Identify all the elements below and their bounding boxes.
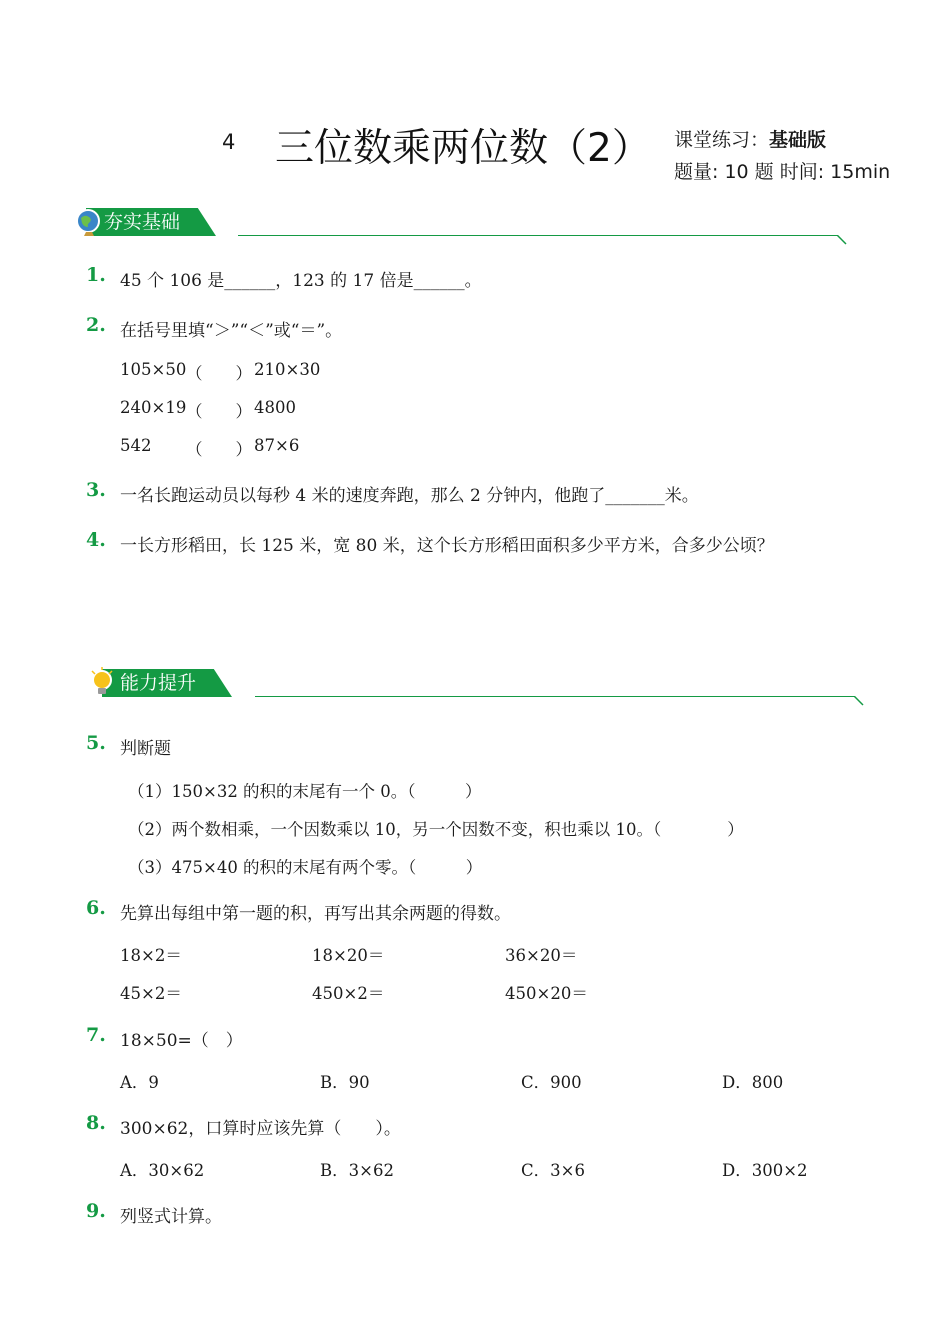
choice-option-d: D．300×2: [722, 1161, 808, 1180]
question-text: 列竖式计算。: [120, 1207, 222, 1227]
compare-blank: （ ）: [186, 440, 252, 459]
divider-tail: [837, 235, 847, 245]
lightbulb-icon: [88, 667, 122, 701]
compare-right: 210×30: [254, 360, 321, 379]
judge-item: （2）两个数相乘，一个因数乘以 10，另一个因数不变，积也乘以 10。（ ）: [128, 820, 744, 839]
question-number: 6.: [86, 897, 106, 919]
compare-left: 240×19: [120, 398, 187, 417]
calc-item: 18×2＝: [120, 946, 182, 965]
calc-item: 450×20＝: [505, 984, 588, 1003]
practice-level: 基础版: [769, 129, 827, 151]
question-number: 4.: [86, 529, 106, 551]
calc-item: 36×20＝: [505, 946, 578, 965]
practice-label: [674, 125, 826, 152]
question-text: 18×50=（ ）: [120, 1031, 243, 1051]
choice-option-c: C．3×6: [521, 1161, 585, 1180]
calc-item: 450×2＝: [312, 984, 385, 1003]
question-number: 9.: [86, 1200, 106, 1222]
judge-item: （3）475×40 的积的末尾有两个零。（ ）: [128, 858, 483, 877]
lesson-number: 4: [222, 130, 236, 154]
choice-option-d: D．800: [722, 1073, 784, 1092]
choice-option-b: B．3×62: [320, 1161, 394, 1180]
globe-icon: [72, 206, 106, 240]
quiz-meta: 题量: 10 题 时间: 15min: [674, 161, 891, 183]
question-number: 5.: [86, 732, 106, 754]
question-number: 7.: [86, 1024, 106, 1046]
choice-option-a: A．30×62: [120, 1161, 205, 1180]
question-number: 3.: [86, 479, 106, 501]
divider-tail: [854, 696, 864, 706]
compare-left: 542: [120, 436, 152, 455]
compare-blank: （ ）: [186, 364, 252, 383]
judge-item: （1）150×32 的积的末尾有一个 0。（ ）: [128, 782, 482, 801]
calc-item: 45×2＝: [120, 984, 182, 1003]
section-banner-advanced: [88, 667, 238, 701]
choice-option-a: A．9: [120, 1073, 159, 1092]
question-text: 先算出每组中第一题的积，再写出其余两题的得数。: [120, 904, 511, 924]
compare-right: 4800: [254, 398, 296, 417]
question-text: 在括号里填“＞”“＜”或“＝”。: [120, 321, 343, 341]
question-number: 2.: [86, 314, 106, 336]
compare-left: 105×50: [120, 360, 187, 379]
calc-item: 18×20＝: [312, 946, 385, 965]
question-text: 300×62，口算时应该先算（ ）。: [120, 1119, 401, 1139]
choice-option-c: C．900: [521, 1073, 582, 1092]
section-divider: [255, 696, 855, 697]
section-title-advanced: 能力提升: [120, 672, 197, 694]
choice-option-b: B．90: [320, 1073, 370, 1092]
section-divider: [238, 235, 838, 236]
compare-blank: （ ）: [186, 402, 252, 421]
question-text: 一名长跑运动员以每秒 4 米的速度奔跑，那么 2 分钟内，他跑了_______米。: [120, 486, 699, 506]
page-title: 三位数乘两位数（2）: [275, 126, 651, 171]
question-text: 判断题: [120, 739, 171, 759]
question-number: 8.: [86, 1112, 106, 1134]
section-banner-basic: [72, 206, 222, 240]
question-number: 1.: [86, 264, 106, 286]
section-title-basic: 夯实基础: [104, 211, 181, 233]
question-text: 45 个 106 是______，123 的 17 倍是______。: [120, 271, 482, 291]
compare-right: 87×6: [254, 436, 300, 455]
practice-label-text: 课堂练习：: [674, 129, 770, 151]
question-text: 一长方形稻田，长 125 米，宽 80 米，这个长方形稻田面积多少平方米，合多少公顷？: [120, 536, 774, 556]
